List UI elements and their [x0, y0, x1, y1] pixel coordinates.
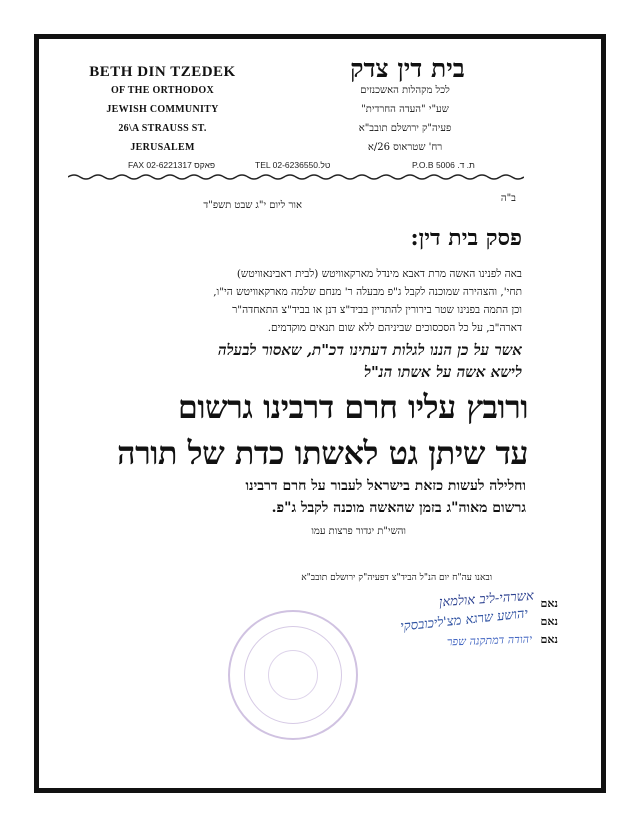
bh-mark: ב"ה: [500, 193, 516, 204]
court-signature-line: ובאנו עה"ח יום הנ"ל הביד"צ דפעיה"ק ירושלם תובב"א: [301, 573, 492, 583]
letterhead-english-line: JEWISH COMMUNITY: [106, 104, 219, 115]
letterhead-hebrew-title: בית דין צדק: [350, 54, 465, 83]
signature-label: נאם: [540, 597, 558, 610]
letterhead-hebrew-address: רח' שטראוס 26/א: [367, 142, 443, 153]
ruling-line: לישא אשה על אשתו הנ"ל: [363, 363, 522, 381]
emphasis-line: עד שיתן גט לאשתו כדת של תורה: [117, 434, 528, 472]
document-date: אור ליום י"ג שבט תשפ"ד: [203, 200, 302, 211]
fax-number: FAX 02-6221317 פאקס: [128, 160, 216, 170]
letterhead-hebrew-line: לכל מקהלות האשכנזים: [360, 85, 450, 96]
letterhead-english-city: JERUSALEM: [130, 142, 195, 153]
court-seal-stamp: [228, 610, 358, 740]
letterhead-hebrew-line: שע"י "העדה החרדית": [361, 104, 449, 115]
signature-2: יהושע שרגא מצ'ליכובסקי: [399, 606, 529, 635]
letterhead-divider: [68, 173, 524, 181]
emphasis-line: ורובץ עליו חרם דרבינו גרשום: [177, 388, 528, 426]
po-box: P.O.B 5006 .ת. ד: [412, 160, 475, 170]
paragraph-line: דארה"ב, על כל הסכסוכים שביניהם ללא שום תנאים מוקדמים.: [267, 322, 522, 334]
document-subject: פסק בית דין:: [410, 225, 522, 251]
signature-1: אשרהי-ליב אולמאן: [438, 588, 535, 611]
paragraph-line: באה לפנינו האשה מרת דאבא מינדל מארקאוויטש (לבית ראבינאוויטש): [236, 268, 522, 280]
ruling-line: אשר על כן הננו לגלות דעתינו דכ"ת, שאסור לבעלה: [218, 341, 522, 359]
letterhead-english-line: OF THE ORTHODOX: [110, 85, 215, 96]
paragraph-line: תחי', והצהירה שמוכנה לקבל ג"פ מבעלה ר' מנחם שלמה מארקאוויטש הי"ו,: [213, 286, 522, 298]
signature-label: נאם: [540, 633, 558, 646]
warning-line: גרשום מאוה"ג בזמן שהאשה מוכנה לקבל ג"פ.: [271, 500, 526, 516]
letterhead-english-address: 26\A STRAUSS ST.: [118, 123, 207, 134]
paragraph-line: וכן התמה בפנינו שטר בירורין להתדיין בביד"צ דנן או בביד"צ התאחדה"ר: [232, 304, 522, 316]
letterhead-english-title: BETH DIN TZEDEK: [89, 64, 236, 80]
warning-line: וחלילה לעשות כזאת בישראל לעבור על חרם דרבינו: [245, 478, 526, 494]
phone-number: TEL 02-6236550.טל: [255, 160, 331, 170]
signature-label: נאם: [540, 615, 558, 628]
closing-line: והשי"ת יגדור פרצות עמו: [311, 526, 406, 537]
signature-3: יהודה דמתקנה שפר: [446, 632, 533, 649]
letterhead-hebrew-line: פעיה"ק ירושלם תובב"א: [358, 123, 452, 134]
